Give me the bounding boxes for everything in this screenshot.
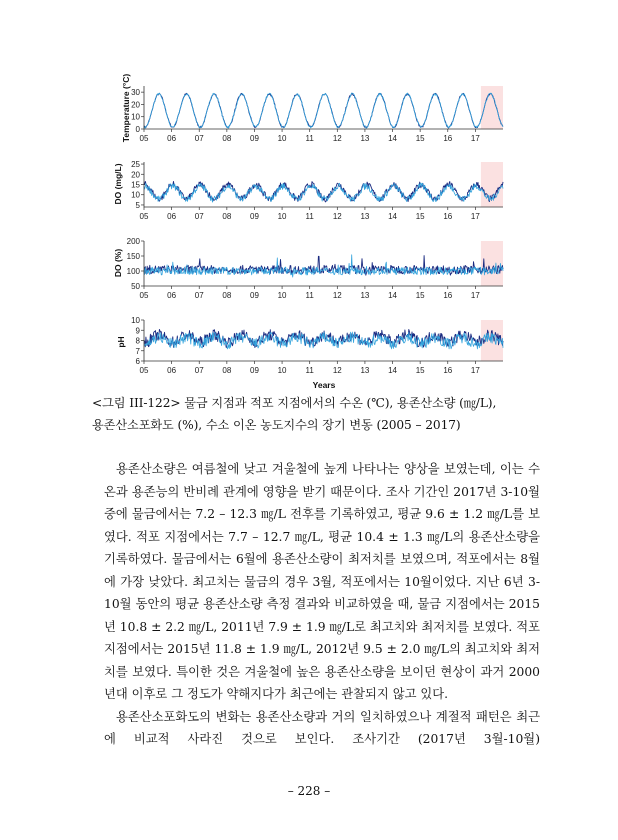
x-tick-label: 13 xyxy=(360,212,370,221)
x-tick-label: 09 xyxy=(250,134,259,143)
y-tick-label: 150 xyxy=(126,252,140,261)
figure-charts xyxy=(0,0,618,392)
x-tick-label: 13 xyxy=(360,134,370,143)
x-tick-label: 16 xyxy=(443,212,453,221)
series-line-1 xyxy=(144,93,503,128)
x-tick-label: 15 xyxy=(415,366,425,375)
x-tick-label: 05 xyxy=(139,134,149,143)
x-tick-label: 09 xyxy=(250,291,259,300)
y-tick-label: 100 xyxy=(126,267,140,276)
x-tick-label: 06 xyxy=(167,291,177,300)
figure-caption xyxy=(92,392,552,436)
body-text xyxy=(104,458,540,751)
x-tick-label: 07 xyxy=(194,291,204,300)
x-tick-label: 14 xyxy=(388,291,397,300)
y-axis-label: DO (mg/L) xyxy=(113,163,123,205)
y-tick-label: 25 xyxy=(131,160,140,170)
x-tick-label: 06 xyxy=(167,366,177,375)
x-tick-label: 15 xyxy=(415,134,425,143)
x-tick-label: 08 xyxy=(222,134,232,143)
x-tick-label: 11 xyxy=(305,291,314,300)
y-tick-label: 6 xyxy=(135,357,140,366)
caption-line-2: 용존산소포화도 (%), 수소 이온 농도지수의 장기 변동 (2005 – 2017) xyxy=(92,418,461,432)
y-tick-label: 15 xyxy=(131,180,140,190)
x-tick-label: 08 xyxy=(222,212,232,221)
y-tick-label: 7 xyxy=(135,346,140,356)
x-tick-label: 08 xyxy=(222,291,232,300)
x-tick-label: 09 xyxy=(250,212,259,221)
y-tick-label: 20 xyxy=(131,100,140,110)
x-tick-label: 17 xyxy=(470,366,480,375)
x-tick-label: 12 xyxy=(332,291,342,300)
axes-frame xyxy=(144,86,503,129)
x-tick-label: 10 xyxy=(277,134,287,143)
x-tick-label: 12 xyxy=(332,212,342,221)
y-tick-label: 10 xyxy=(131,316,140,325)
y-tick-label: 20 xyxy=(131,170,140,180)
x-tick-label: 09 xyxy=(250,366,259,375)
y-tick-label: 5 xyxy=(135,200,140,210)
x-tick-label: 11 xyxy=(305,212,314,221)
y-axis-label: pH xyxy=(116,336,126,348)
x-tick-label: 05 xyxy=(139,366,149,375)
x-tick-label: 12 xyxy=(332,366,342,375)
x-tick-label: 07 xyxy=(194,366,204,375)
y-tick-label: 8 xyxy=(135,336,140,346)
x-tick-label: 17 xyxy=(470,212,480,221)
temperature-chart xyxy=(121,74,503,143)
series-line-2 xyxy=(144,93,503,128)
x-tick-label: 11 xyxy=(305,366,314,375)
x-tick-label: 10 xyxy=(277,212,287,221)
x-tick-label: 17 xyxy=(470,291,480,300)
y-axis-label: Temperature (°C) xyxy=(121,73,131,143)
x-axis-label: Years xyxy=(312,380,336,390)
x-tick-label: 06 xyxy=(167,134,177,143)
paragraph-2: 용존산소포화도의 변화는 용존산소량과 거의 일치하였으나 계절적 패턴은 최근에 비교적 사라진 것으로 보인다. 조사기간 (2017년 3월-10월) xyxy=(104,709,540,746)
y-tick-label: 0 xyxy=(135,125,140,134)
y-tick-label: 30 xyxy=(131,88,140,98)
axes-frame xyxy=(144,241,503,286)
y-tick-label: 200 xyxy=(126,237,140,246)
x-tick-label: 06 xyxy=(167,212,177,221)
y-tick-label: 9 xyxy=(135,326,140,336)
x-tick-label: 13 xyxy=(360,291,370,300)
x-tick-label: 11 xyxy=(305,134,314,143)
y-axis-label: DO (%) xyxy=(113,248,123,278)
x-tick-label: 07 xyxy=(194,134,204,143)
x-tick-label: 08 xyxy=(222,366,232,375)
y-tick-label: 10 xyxy=(131,112,140,122)
x-tick-label: 13 xyxy=(360,366,370,375)
x-tick-label: 10 xyxy=(277,366,287,375)
x-tick-label: 15 xyxy=(415,291,425,300)
x-tick-label: 12 xyxy=(332,134,342,143)
x-tick-label: 15 xyxy=(415,212,425,221)
x-tick-label: 16 xyxy=(443,366,453,375)
page-number: – 228 – xyxy=(287,784,331,798)
do-mgl-chart xyxy=(113,160,503,221)
caption-line-1: <그림 III-122> 물금 지점과 적포 지점에서의 수온 (℃), 용존산소량 (㎎/L), xyxy=(92,396,497,410)
x-tick-label: 14 xyxy=(388,212,397,221)
x-tick-label: 14 xyxy=(388,366,397,375)
do-percent-chart xyxy=(113,237,503,300)
x-tick-label: 07 xyxy=(194,212,204,221)
x-tick-label: 14 xyxy=(388,134,397,143)
x-tick-label: 16 xyxy=(443,291,453,300)
x-tick-label: 05 xyxy=(139,212,149,221)
x-tick-label: 16 xyxy=(443,134,453,143)
y-tick-label: 10 xyxy=(131,190,140,200)
x-tick-label: 10 xyxy=(277,291,287,300)
y-tick-label: 50 xyxy=(131,282,140,291)
paragraph-1: 용존산소량은 여름철에 낮고 겨울철에 높게 나타나는 양상을 보였는데, 이는 수온과 용존능의 반비례 관계에 영향을 받기 때문이다. 조사 기간인 2017년 3-10월 중에 물금에서는 7.2 – 12.3 ㎎/L 전후를 기록하였고, 평균 9.6 ± 1.2 ㎎/L를 보였다. 적포 지점에서는 7.7 – 12.7 ㎎/L, 평균 10.4 ± 1.3 ㎎/L의 용존산소량을 기록하였다. 물금에서는 6월에 용존산소량이 최저치를 보였으며, 적포에서는 8월에 가장 낮았다. 최고치는 물금의 경우 3월, 적포에서는 10월이었다. 지난 6년 3-10월 동안의 평균 용존산소량 측정 결과와 비교하였을 때, 물금 지점에서는 2015년 10.8 ± 2.2 ㎎/L, 2011년 7.9 ± 1.9 ㎎/L로 최고치와 최저치를 보였다. 적포 지점에서는 2015년 11.8 ± 1.9 ㎎/L, 2012년 9.5 ± 2.0 ㎎/L의 최고치와 최저치를 보였다. 특이한 것은 겨울철에 높은 용존산소량을 보이던 현상이 과거 2000년대 이후로 그 정도가 약해지다가 최근에는 관찰되지 않고 있다. xyxy=(104,462,540,701)
x-tick-label: 17 xyxy=(470,134,480,143)
ph-chart xyxy=(116,316,503,390)
x-tick-label: 05 xyxy=(139,291,149,300)
